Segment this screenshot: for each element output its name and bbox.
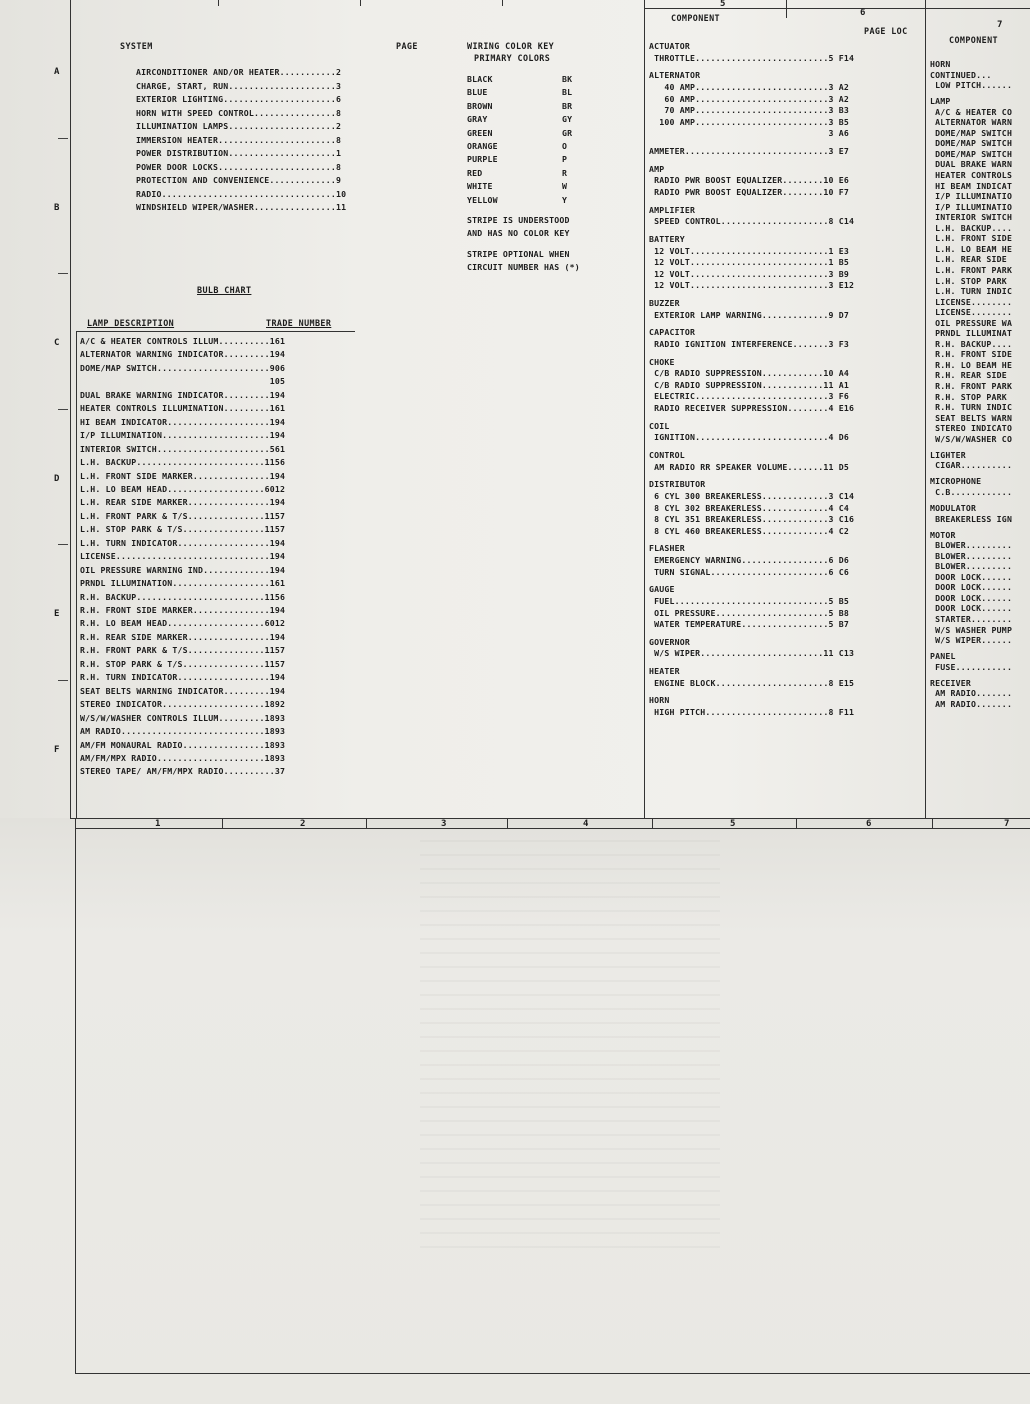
wiring-note: STRIPE OPTIONAL WHEN bbox=[467, 249, 570, 259]
component-entry: W/S/W/WASHER CO bbox=[930, 433, 1013, 444]
component-entry: FUSE........... bbox=[930, 661, 1013, 672]
system-page-label: PAGE bbox=[396, 41, 418, 51]
component-title-2: COMPONENT bbox=[949, 35, 998, 45]
row-letter: B bbox=[54, 203, 60, 213]
bulb-entry: LICENSE..............................194 bbox=[80, 551, 286, 562]
row-letter: E bbox=[54, 609, 60, 619]
component-entry: HIGH PITCH........................8 F11 bbox=[649, 707, 855, 717]
divider-col-6-7 bbox=[925, 0, 926, 818]
bulb-entry: L.H. STOP PARK & T/S................1157 bbox=[80, 524, 286, 535]
bulb-entry: R.H. LO BEAM HEAD...................6012 bbox=[80, 618, 286, 629]
wire-color-name: ORANGE bbox=[467, 141, 498, 151]
row-tick bbox=[58, 273, 68, 274]
column-number: 7 bbox=[997, 20, 1003, 30]
wiring-key-title: WIRING COLOR KEY bbox=[467, 41, 555, 51]
component-entry: DOME/MAP SWITCH bbox=[930, 138, 1013, 149]
component-entry: AM RADIO....... bbox=[930, 688, 1013, 699]
column-number: 1 bbox=[155, 819, 161, 829]
component-group-heading: HEATER bbox=[649, 666, 680, 677]
component-entry: R.H. BACKUP.... bbox=[930, 338, 1013, 349]
wire-color-name: BLACK bbox=[467, 74, 493, 84]
bulb-entry: STEREO TAPE/ AM/FM/MPX RADIO..........37 bbox=[80, 766, 286, 777]
wiring-note: STRIPE IS UNDERSTOOD bbox=[467, 215, 570, 225]
bulb-entry: PRNDL ILLUMINATION...................161 bbox=[80, 578, 286, 589]
component-group-heading: MOTOR bbox=[930, 529, 956, 540]
wiring-note: CIRCUIT NUMBER HAS (*) bbox=[467, 262, 580, 272]
component-entry: INTERIOR SWITCH bbox=[930, 212, 1013, 223]
wire-color-code: O bbox=[562, 141, 568, 151]
row-tick bbox=[58, 138, 68, 139]
component-entry: BLOWER......... bbox=[930, 550, 1013, 561]
component-group-heading: CHOKE bbox=[649, 356, 675, 367]
component-group-heading: BUZZER bbox=[649, 298, 680, 308]
component-entry: RADIO RECEIVER SUPPRESSION........4 E16 bbox=[649, 403, 855, 413]
component-entry: HEATER CONTROLS bbox=[930, 170, 1013, 180]
component-entry: L.H. FRONT PARK bbox=[930, 264, 1013, 275]
bulb-entry: SEAT BELTS WARNING INDICATOR.........194 bbox=[80, 685, 286, 696]
component-entry: EMERGENCY WARNING.................6 D6 bbox=[649, 555, 850, 565]
bulb-entry: AM/FM/MPX RADIO.....................1893 bbox=[80, 752, 286, 763]
wire-color-code: BR bbox=[562, 100, 573, 111]
component-entry: 12 VOLT...........................1 E3 bbox=[649, 245, 850, 256]
component-group-heading: PANEL bbox=[930, 651, 956, 662]
row-tick bbox=[58, 680, 68, 681]
component-entry: R.H. REAR SIDE bbox=[930, 370, 1007, 381]
component-entry: R.H. TURN INDIC bbox=[930, 402, 1013, 413]
component-list-continued bbox=[930, 60, 1030, 820]
bulb-entry: A/C & HEATER CONTROLS ILLUM..........161 bbox=[80, 336, 286, 346]
component-entry: STEREO INDICATO bbox=[930, 423, 1013, 434]
system-title: SYSTEM bbox=[120, 41, 153, 51]
component-entry: 100 AMP..........................3 B5 bbox=[649, 116, 850, 127]
component-entry: BLOWER......... bbox=[930, 540, 1013, 551]
bulb-entry: HEATER CONTROLS ILLUMINATION.........161 bbox=[80, 403, 286, 414]
wire-color-name: RED bbox=[467, 167, 483, 178]
column-number: 3 bbox=[441, 819, 447, 829]
column-number: 6 bbox=[866, 819, 872, 829]
bottom-col-tick bbox=[366, 818, 367, 828]
system-entry: HORN WITH SPEED CONTROL................8 bbox=[136, 107, 342, 118]
bulb-entry: 105 bbox=[80, 376, 286, 387]
system-entry: IMMERSION HEATER.......................8 bbox=[136, 134, 342, 145]
component-entry: PRNDL ILLUMINAT bbox=[930, 328, 1013, 339]
wire-color-code: BK bbox=[562, 74, 573, 84]
component-entry: DUAL BRAKE WARN bbox=[930, 159, 1013, 170]
component-entry: STARTER........ bbox=[930, 614, 1013, 624]
component-entry: R.H. FRONT PARK bbox=[930, 381, 1013, 391]
component-entry: 70 AMP..........................3 B3 bbox=[649, 105, 850, 116]
bulb-entry: R.H. FRONT SIDE MARKER...............194 bbox=[80, 605, 286, 615]
bulb-entry: DOME/MAP SWITCH......................906 bbox=[80, 362, 286, 373]
system-entry: RADIO..................................10 bbox=[136, 188, 347, 199]
component-group-heading: LAMP bbox=[930, 96, 951, 107]
component-entry: C/B RADIO SUPPRESSION............11 A1 bbox=[649, 379, 850, 390]
component-entry: OIL PRESSURE WA bbox=[930, 317, 1013, 328]
component-entry: WATER TEMPERATURE.................5 B7 bbox=[649, 619, 850, 630]
component-group-heading: GAUGE bbox=[649, 584, 675, 595]
bulb-entry: L.H. FRONT SIDE MARKER...............194 bbox=[80, 470, 286, 481]
component-entry: DOOR LOCK...... bbox=[930, 592, 1013, 603]
top-index-tick bbox=[786, 0, 787, 18]
component-entry: EXTERIOR LAMP WARNING.............9 D7 bbox=[649, 309, 850, 320]
component-entry: RADIO PWR BOOST EQUALIZER........10 E6 bbox=[649, 175, 850, 186]
wire-color-name: GREEN bbox=[467, 127, 493, 138]
bulb-entry: OIL PRESSURE WARNING IND.............194 bbox=[80, 564, 286, 575]
bulb-chart-title: BULB CHART bbox=[197, 285, 252, 295]
bottom-col-tick bbox=[222, 818, 223, 828]
wire-color-code: GY bbox=[562, 114, 573, 125]
system-entry: AIRCONDITIONER AND/OR HEATER...........2 bbox=[136, 67, 342, 77]
column-number: 5 bbox=[720, 0, 726, 9]
bulb-col-lamp: LAMP DESCRIPTION bbox=[87, 318, 175, 328]
bleed-through-texture bbox=[420, 840, 720, 1260]
row-tick bbox=[58, 409, 68, 410]
component-group-heading: MICROPHONE bbox=[930, 476, 982, 487]
component-title: COMPONENT bbox=[671, 13, 720, 23]
top-index-tick bbox=[218, 0, 219, 6]
system-entry: POWER DOOR LOCKS.......................8 bbox=[136, 161, 342, 172]
component-entry: LOW PITCH...... bbox=[930, 80, 1013, 91]
top-index-rule bbox=[644, 8, 1030, 9]
component-entry: HI BEAM INDICAT bbox=[930, 180, 1013, 191]
component-entry: BREAKERLESS IGN bbox=[930, 513, 1013, 524]
component-entry: C.B............ bbox=[930, 486, 1013, 497]
bulb-entry: DUAL BRAKE WARNING INDICATOR.........194 bbox=[80, 389, 286, 400]
bulb-entry: R.H. FRONT PARK & T/S...............1157 bbox=[80, 645, 286, 656]
system-entry: WINDSHIELD WIPER/WASHER................11 bbox=[136, 202, 347, 212]
bulb-col-trade: TRADE NUMBER bbox=[266, 318, 332, 328]
component-entry: R.H. STOP PARK bbox=[930, 391, 1007, 402]
bulb-entry: HI BEAM INDICATOR....................194 bbox=[80, 416, 286, 427]
bulb-entry: L.H. FRONT PARK & T/S...............1157 bbox=[80, 510, 286, 521]
bulb-entry: AM RADIO............................1893 bbox=[80, 726, 286, 737]
component-entry: L.H. BACKUP.... bbox=[930, 222, 1013, 233]
component-group-heading: MODULATOR bbox=[930, 503, 977, 513]
component-entry: BLOWER......... bbox=[930, 561, 1013, 572]
component-entry: DOME/MAP SWITCH bbox=[930, 148, 1013, 159]
component-group-heading: COIL bbox=[649, 420, 670, 431]
component-entry: W/S WIPER........................11 C13 bbox=[649, 648, 855, 659]
bulb-entry: AM/FM MONAURAL RADIO................1893 bbox=[80, 739, 286, 750]
row-tick bbox=[58, 544, 68, 545]
component-group-heading: FLASHER bbox=[649, 543, 685, 554]
row-letter: D bbox=[54, 474, 60, 484]
wire-color-code: W bbox=[562, 181, 568, 192]
bulb-entry: W/S/W/WASHER CONTROLS ILLUM.........1893 bbox=[80, 712, 286, 723]
component-entry: ELECTRIC..........................3 F6 bbox=[649, 391, 850, 402]
component-entry: R.H. FRONT SIDE bbox=[930, 349, 1013, 360]
bulb-entry: R.H. BACKUP.........................1156 bbox=[80, 591, 286, 602]
bulb-entry: L.H. LO BEAM HEAD...................6012 bbox=[80, 483, 286, 494]
component-entry: I/P ILLUMINATIO bbox=[930, 201, 1013, 212]
component-entry: 40 AMP..........................3 A2 bbox=[649, 81, 850, 92]
wire-color-name: PURPLE bbox=[467, 154, 498, 165]
bulb-entry: ALTERNATOR WARNING INDICATOR.........194 bbox=[80, 349, 286, 360]
column-number: 6 bbox=[860, 8, 866, 18]
component-group-heading: DISTRIBUTOR bbox=[649, 479, 706, 490]
bottom-col-tick bbox=[652, 818, 653, 828]
bottom-index-rule bbox=[76, 828, 1030, 829]
component-entry: L.H. STOP PARK bbox=[930, 275, 1007, 286]
system-entry: ILLUMINATION LAMPS.....................2 bbox=[136, 121, 342, 131]
bulb-entry: I/P ILLUMINATION.....................194 bbox=[80, 430, 286, 441]
system-entry: CHARGE, START, RUN.....................3 bbox=[136, 80, 342, 91]
wire-color-code: BL bbox=[562, 87, 573, 98]
row-letter: A bbox=[54, 67, 60, 77]
divider-col-4-5 bbox=[644, 0, 645, 818]
component-entry: 12 VOLT...........................3 B9 bbox=[649, 268, 850, 279]
component-entry: DOOR LOCK...... bbox=[930, 603, 1013, 614]
wire-color-code: P bbox=[562, 154, 568, 165]
component-entry: W/S WASHER PUMP bbox=[930, 624, 1013, 635]
component-entry: C/B RADIO SUPPRESSION............10 A4 bbox=[649, 368, 850, 379]
component-group-heading: CONTROL bbox=[649, 450, 685, 460]
bulb-entry: R.H. TURN INDICATOR..................194 bbox=[80, 672, 286, 683]
bulb-entry: L.H. REAR SIDE MARKER................194 bbox=[80, 497, 286, 508]
component-entry: CONTINUED... bbox=[930, 69, 992, 80]
component-entry: W/S WIPER...... bbox=[930, 635, 1013, 646]
component-entry: AMMETER............................3 E7 bbox=[649, 146, 850, 156]
wire-color-name: YELLOW bbox=[467, 194, 498, 205]
component-entry: SEAT BELTS WARN bbox=[930, 412, 1013, 423]
bulb-entry: R.H. REAR SIDE MARKER................194 bbox=[80, 631, 286, 642]
component-entry: L.H. LO BEAM HE bbox=[930, 243, 1013, 254]
component-entry: R.H. LO BEAM HE bbox=[930, 359, 1013, 370]
wire-color-code: GR bbox=[562, 127, 573, 138]
component-entry: IGNITION..........................4 D6 bbox=[649, 432, 850, 443]
component-entry: I/P ILLUMINATIO bbox=[930, 191, 1013, 202]
component-entry: 6 CYL 300 BREAKERLESS.............3 C14 bbox=[649, 490, 855, 501]
component-entry: L.H. TURN INDIC bbox=[930, 286, 1013, 297]
bulb-entry: L.H. BACKUP.........................1156 bbox=[80, 457, 286, 468]
system-entry: POWER DISTRIBUTION.....................1 bbox=[136, 148, 342, 158]
component-entry: 12 VOLT...........................3 E12 bbox=[649, 280, 855, 291]
component-entry: 3 A6 bbox=[649, 128, 850, 139]
component-entry: RADIO IGNITION INTERFERENCE.......3 F3 bbox=[649, 338, 850, 349]
bottom-col-tick bbox=[796, 818, 797, 828]
column-number: 2 bbox=[300, 819, 306, 829]
component-group-heading: BATTERY bbox=[649, 233, 685, 244]
component-entry: THROTTLE..........................5 F14 bbox=[649, 52, 855, 63]
column-number: 5 bbox=[730, 819, 736, 829]
component-entry: LICENSE........ bbox=[930, 307, 1013, 318]
component-group-heading: GOVERNOR bbox=[649, 636, 691, 647]
component-entry: SPEED CONTROL.....................8 C14 bbox=[649, 216, 855, 227]
bulb-entry: L.H. TURN INDICATOR..................194 bbox=[80, 537, 286, 548]
bottom-col-tick bbox=[507, 818, 508, 828]
wire-color-name: BROWN bbox=[467, 100, 493, 111]
component-entry: 12 VOLT...........................1 B5 bbox=[649, 257, 850, 268]
component-group-heading: AMPLIFIER bbox=[649, 204, 696, 215]
component-group-heading: LIGHTER bbox=[930, 449, 966, 460]
component-group-heading: HORN bbox=[930, 60, 951, 69]
component-entry: 8 CYL 351 BREAKERLESS.............3 C16 bbox=[649, 514, 855, 525]
page-loc-label: PAGE LOC bbox=[864, 26, 908, 36]
wire-color-name: WHITE bbox=[467, 181, 493, 192]
component-entry: 8 CYL 460 BREAKERLESS.............4 C2 bbox=[649, 525, 850, 536]
wire-color-name: BLUE bbox=[467, 87, 488, 98]
component-group-heading: CAPACITOR bbox=[649, 327, 696, 338]
component-entry: CIGAR.......... bbox=[930, 460, 1013, 471]
component-entry: L.H. REAR SIDE bbox=[930, 254, 1007, 265]
bulb-entry: R.H. STOP PARK & T/S................1157 bbox=[80, 658, 286, 669]
wire-color-name: GRAY bbox=[467, 114, 488, 125]
component-entry: TURN SIGNAL.......................6 C6 bbox=[649, 566, 850, 577]
top-index-tick bbox=[360, 0, 361, 6]
bulb-box-left bbox=[76, 331, 77, 819]
wire-color-code: R bbox=[562, 167, 568, 178]
component-entry: AM RADIO RR SPEAKER VOLUME.......11 D5 bbox=[649, 461, 850, 472]
component-group-heading: ACTUATOR bbox=[649, 41, 691, 51]
top-index-tick bbox=[502, 0, 503, 6]
wiring-key-subtitle: PRIMARY COLORS bbox=[474, 53, 551, 63]
component-entry: L.H. FRONT SIDE bbox=[930, 233, 1013, 244]
component-entry: ENGINE BLOCK......................8 E15 bbox=[649, 677, 855, 688]
component-entry: DOME/MAP SWITCH bbox=[930, 127, 1013, 138]
row-letter: F bbox=[54, 745, 60, 755]
wire-color-code: Y bbox=[562, 194, 568, 205]
component-entry: OIL PRESSURE......................5 B8 bbox=[649, 607, 850, 618]
system-entry: EXTERIOR LIGHTING......................6 bbox=[136, 94, 342, 104]
component-entry: RADIO PWR BOOST EQUALIZER........10 F7 bbox=[649, 186, 850, 197]
component-entry: AM RADIO....... bbox=[930, 698, 1013, 709]
component-group-heading: RECEIVER bbox=[930, 677, 972, 688]
component-entry: 8 CYL 302 BREAKERLESS.............4 C4 bbox=[649, 502, 850, 513]
column-number: 4 bbox=[583, 819, 589, 829]
component-entry: DOOR LOCK...... bbox=[930, 582, 1013, 593]
system-entry: PROTECTION AND CONVENIENCE.............9 bbox=[136, 175, 342, 185]
component-group-heading: AMP bbox=[649, 163, 665, 174]
column-number: 7 bbox=[1004, 819, 1010, 829]
bulb-entry: INTERIOR SWITCH......................561 bbox=[80, 443, 286, 454]
component-group-heading: ALTERNATOR bbox=[649, 70, 701, 81]
component-entry: 60 AMP..........................3 A2 bbox=[649, 93, 850, 104]
component-entry: LICENSE........ bbox=[930, 296, 1013, 307]
component-entry: FUEL..............................5 B5 bbox=[649, 595, 850, 606]
component-group-heading: HORN bbox=[649, 695, 670, 706]
component-entry: DOOR LOCK...... bbox=[930, 571, 1013, 582]
wiring-note: AND HAS NO COLOR KEY bbox=[467, 228, 570, 238]
bulb-box-top bbox=[76, 331, 355, 332]
row-letter: C bbox=[54, 338, 60, 348]
component-entry: ALTERNATOR WARN bbox=[930, 117, 1013, 128]
component-entry: A/C & HEATER CO bbox=[930, 106, 1013, 117]
bulb-entry: STEREO INDICATOR....................1892 bbox=[80, 699, 286, 710]
